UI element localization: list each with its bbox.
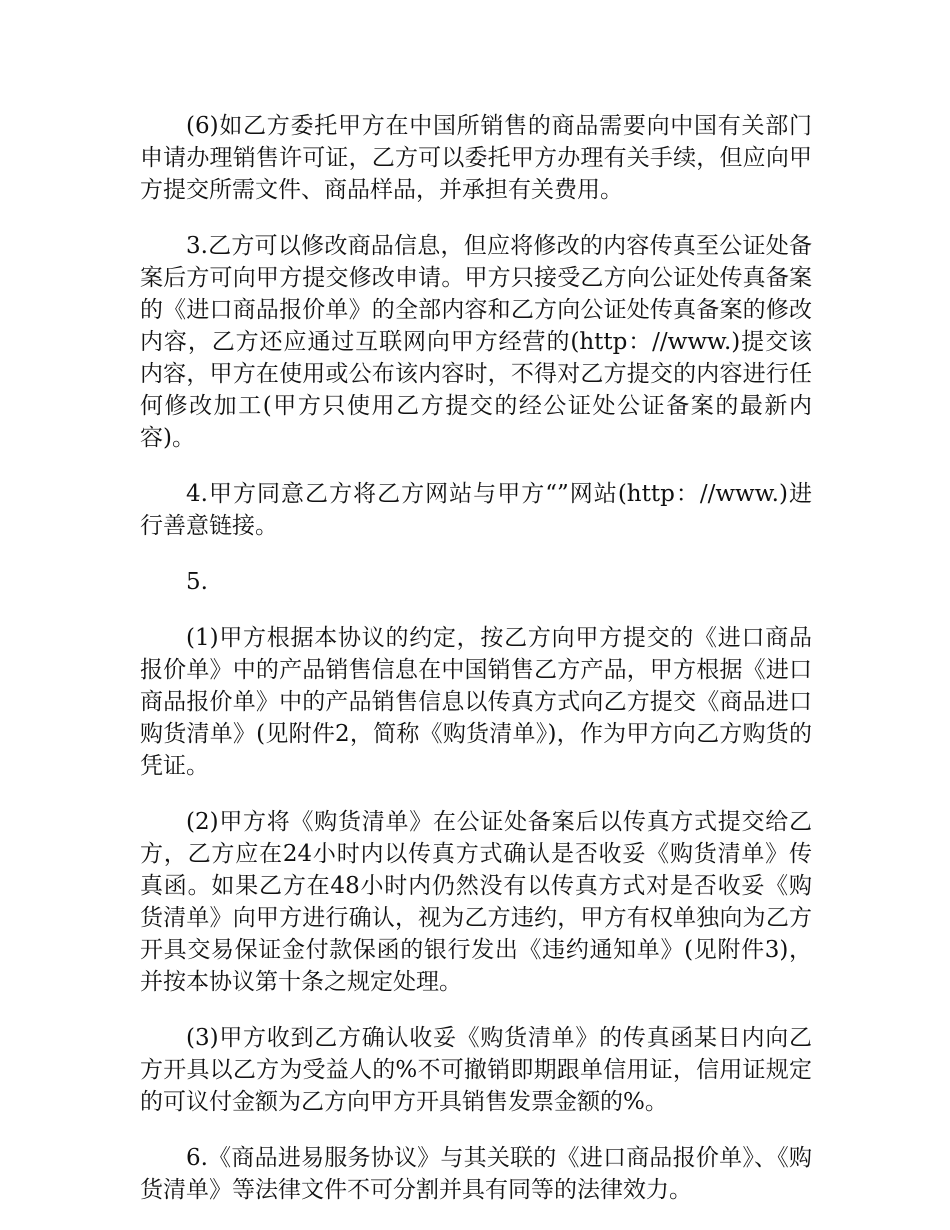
paragraph-item-6: (6)如乙方委托甲方在中国所销售的商品需要向中国有关部门申请办理销售许可证，乙方可以委托甲方办理有关手续，但应向甲方提交所需文件、商品样品，并承担有关费用。 xyxy=(140,113,812,203)
document-body xyxy=(140,110,812,1230)
paragraph-clause-4: 4.甲方同意乙方将乙方网站与甲方“”网站(http：//www.)进行善意链接。 xyxy=(140,481,812,539)
paragraph-clause-5: 5. xyxy=(186,569,208,595)
paragraph-item-2: (2)甲方将《购货清单》在公证处备案后以传真方式提交给乙方，乙方应在24小时内以传真方式确认是否收妥《购货清单》传真函。如果乙方在48小时内仍然没有以传真方式对是否收妥《购货清单》向甲方进行确认，视为乙方违约，甲方有权单独向为乙方开具交易保证金付款保函的银行发出《违约通知单》(见附件3)，并按本协议第十条之规定处理。 xyxy=(140,809,812,995)
paragraph-item-1: (1)甲方根据本协议的约定，按乙方向甲方提交的《进口商品报价单》中的产品销售信息在中国销售乙方产品，甲方根据《进口商品报价单》中的产品销售信息以传真方式向乙方提交《商品进口购货清单》(见附件2，简称《购货清单》)，作为甲方向乙方购货的凭证。 xyxy=(140,625,812,779)
paragraph-item-3: (3)甲方收到乙方确认收妥《购货清单》的传真函某日内向乙方开具以乙方为受益人的%不可撤销即期跟单信用证，信用证规定的可议付金额为乙方向甲方开具销售发票金额的%。 xyxy=(140,1025,812,1115)
paragraph-clause-6: 6.《商品进易服务协议》与其关联的《进口商品报价单》、《购货清单》等法律文件不可分割并具有同等的法律效力。 xyxy=(140,1145,812,1203)
paragraph-clause-3: 3.乙方可以修改商品信息，但应将修改的内容传真至公证处备案后方可向甲方提交修改申请。甲方只接受乙方向公证处传真备案的《进口商品报价单》的全部内容和乙方向公证处传真备案的修改内容，乙方还应通过互联网向甲方经营的(http：//www.)提交该内容，甲方在使用或公布该内容时，不得对乙方提交的内容进行任何修改加工(甲方只使用乙方提交的经公证处公证备案的最新内容)。 xyxy=(140,233,812,451)
